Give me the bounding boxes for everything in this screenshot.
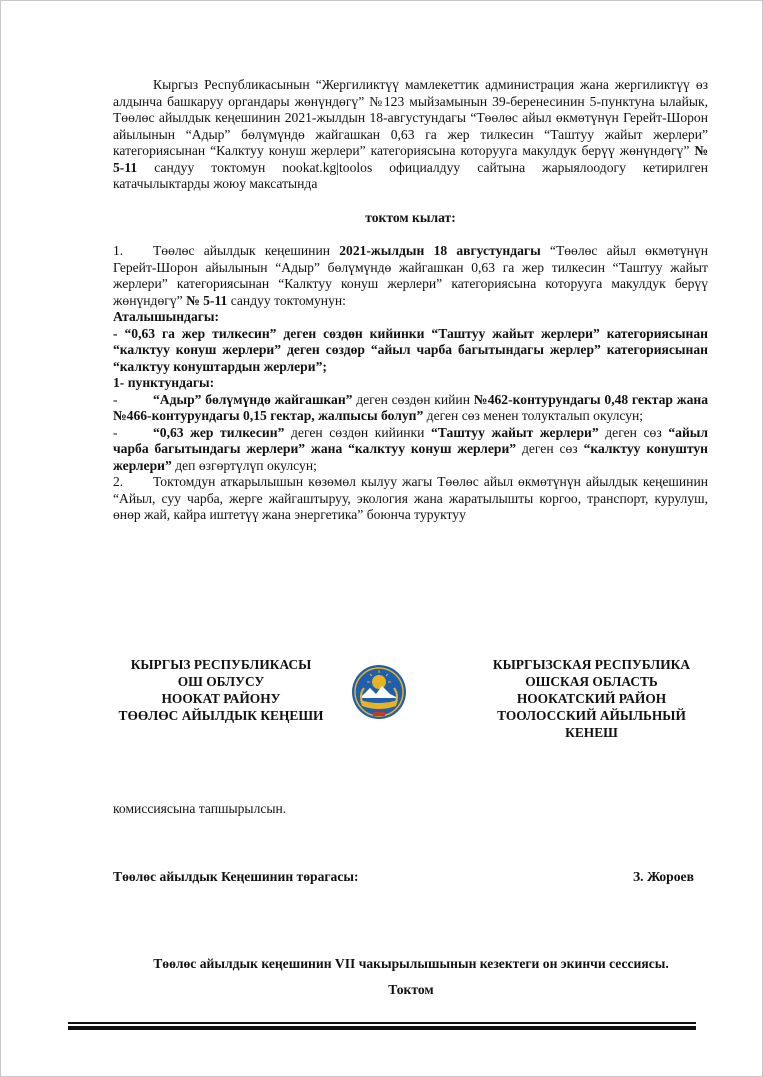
footer-rule-thick <box>68 1026 696 1030</box>
item-1 <box>113 243 708 309</box>
chair-name: З. Жороев <box>633 869 694 884</box>
change-b-bold-2: “Таштуу жайыт жерлери” <box>431 424 599 440</box>
change-a-dash: - <box>113 391 118 407</box>
title-label-text: Аталышындагы: <box>113 309 220 324</box>
change-b-bold-3: “айыл чарба багытындагы жерлери” жана “калктуу конуш жерлери” <box>113 424 709 456</box>
letterhead-ru-line-1: КЫРГЫЗСКАЯ РЕСПУБЛИКА <box>492 657 691 672</box>
decision-number: № 5-11 <box>113 143 708 175</box>
item-1-text: “Төөлөс айыл өкмөтүнүн Герейт-Шорон айылынын “Адыр” бөлүмүндө жайгашкан 0,63 га жер тилкесин “Таштуу жайыт жерлери” категориясынан “Калктуу конуш жерлери” категориясына которууга макулдук берүү жөнүндөгү” <box>113 243 708 308</box>
letterhead-kg-line-2: ОШ ОБЛУСУ <box>177 674 265 689</box>
letterhead-kyrgyz <box>101 656 341 724</box>
point-1-label <box>113 375 708 392</box>
preamble-paragraph <box>113 77 708 193</box>
change-a-text-2: деген сөз менен толукталып окулсун; <box>426 408 644 423</box>
change-b-text-4: деп өзгөртүлүп окулсун; <box>175 457 317 473</box>
change-a-text-1: деген сөздөн кийин <box>356 391 470 407</box>
item-2-text: Токтомдун аткарылышын көзөмөл кылуу жагы Төөлөс айыл өкмөтүнүн айылдык кеңешинин “Айыл, суу чарба, жерге жайгаштыруу, экология жана жаратылышты коргоо, транспорт, курулуш, өнөр жай, кайра иштетүү жана энергетика” боюнча туруктуу <box>113 474 708 522</box>
title-label <box>113 309 708 326</box>
letterhead-ru-line-2: ОШСКАЯ ОБЛАСТЬ <box>525 674 658 689</box>
change-b-dash: - <box>113 424 118 440</box>
letterhead-kg-line-3: НООКАТ РАЙОНУ <box>161 691 281 706</box>
change-a <box>113 392 708 425</box>
commission-tail: комиссиясына тапшырылсын. <box>113 801 287 816</box>
letterhead-kg-line-1: КЫРГЫЗ РЕСПУБЛИКАСЫ <box>130 657 312 672</box>
change-b-text-3: деген сөз <box>521 441 578 456</box>
letterhead-russian <box>469 656 714 741</box>
point-1-label-text: 1- пунктундагы: <box>113 375 215 390</box>
change-b-text-1: деген сөздөн кийинки <box>291 424 425 440</box>
letterhead-ru-line-5: КЕНЕШ <box>565 725 618 740</box>
letterhead-ru-line-3: НООКАТСКИЙ РАЙОН <box>516 691 667 706</box>
change-b-bold-4: “калктуу конуштун жерлери” <box>113 441 709 473</box>
item-1-decision-number: № 5-11 <box>186 292 228 308</box>
resolves-text: токтом кылат: <box>365 209 456 225</box>
chair-label: Төөлөс айылдык Кеңешинин төрагасы: <box>113 869 359 884</box>
letterhead-ru-line-4: ТООЛОССКИЙ АЙЫЛЬНЫЙ <box>497 708 686 723</box>
preamble-tail: сандуу токтомун nookat.kg|toolos официалдуу сайтына жарыялоодогу кетирилген катачылыктарды жоюу максатында <box>113 159 708 191</box>
title-change-text: - “0,63 га жер тилкесин” деген сөздөн кийинки “Таштуу жайыт жерлери” категориясынан “калктуу конуш жерлери” деген сөздөр “айыл чарба багытындагы жерлер” категориясынан “калктуу конуштардын жерлери”; <box>113 325 708 374</box>
item-1-tail: сандуу токтомунун: <box>230 292 346 308</box>
letterhead-kg-line-4: ТӨӨЛӨС АЙЫЛДЫК КЕҢЕШИ <box>118 708 324 723</box>
state-emblem-icon <box>350 658 408 726</box>
footer-rule-thin <box>68 1022 696 1024</box>
session-line: Төөлөс айылдык кеңешинин VII чакырылышынын кезектеги он экинчи сессиясы. <box>153 956 669 971</box>
change-a-bold-1: “Адыр” бөлүмүндө жайгашкан” <box>153 391 353 407</box>
change-b <box>113 425 708 475</box>
item-1-number: 1. <box>113 243 124 258</box>
item-1-pre: Төөлөс айылдык кеңешинин <box>153 243 330 258</box>
document-type: Токтом <box>388 982 434 997</box>
change-b-bold-1: “0,63 жер тилкесин” <box>153 424 285 440</box>
change-a-bold-2: №462-контурундагы 0,48 гектар жана №466-контурундагы 0,15 гектар, жалпысы болуп” <box>113 391 708 423</box>
title-change <box>113 326 708 376</box>
preamble-text: Кыргыз Республикасынын “Жергиликтүү мамлекеттик администрация жана жергиликтүү өз алдынча башкаруу органдары жөнүндөгү” №123 мыйзамынын 39-беренесинин 5-пунктуна ылайык, Төөлөс айылдык кеңешинин 2021-жылдын 18-августундагы “Төөлөс айыл өкмөтүнүн Герейт-Шорон айылынын “Адыр” бөлүмүндө жайгашкан 0,63 га жер тилкесин “Таштуу жайыт жерлери” категориясынан “Калктуу конуш жерлери” категориясына которууга макулдук берүү жөнүндөгү” <box>113 77 708 158</box>
item-2 <box>113 474 708 524</box>
item-1-date: 2021-жылдын 18 августундагы <box>339 243 541 258</box>
resolves-heading <box>113 210 708 227</box>
item-2-number: 2. <box>113 474 124 489</box>
decision-body <box>113 77 708 524</box>
change-b-text-2: деген сөз <box>605 424 662 440</box>
